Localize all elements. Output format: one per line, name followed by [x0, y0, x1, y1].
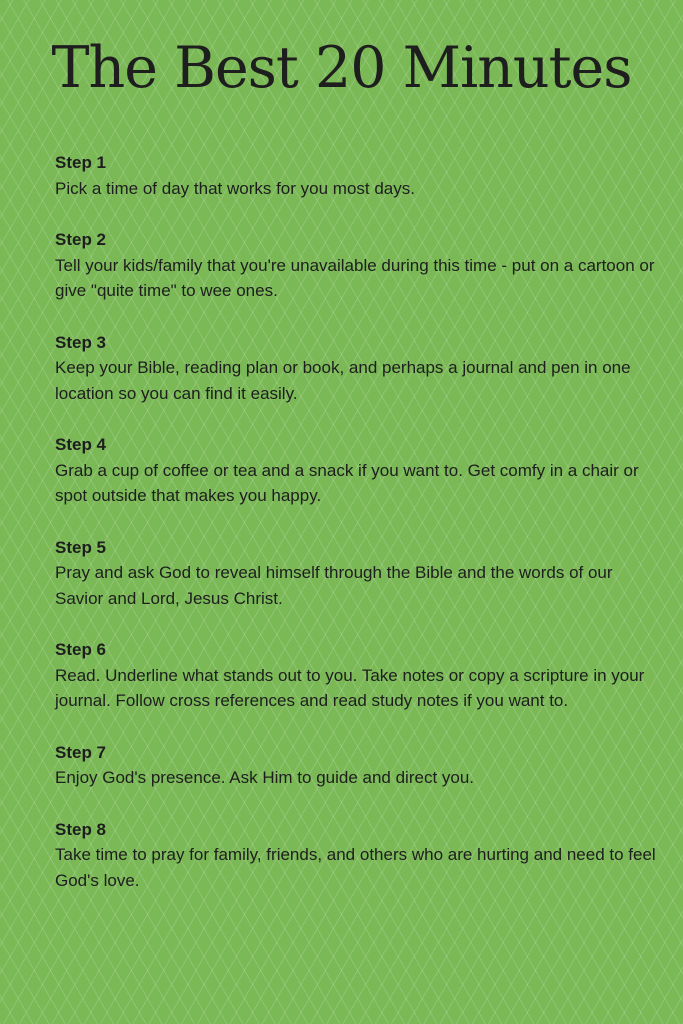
step-item — [55, 330, 665, 407]
step-item — [55, 637, 665, 714]
page-title: The Best 20 Minutes — [51, 35, 632, 101]
step-item — [55, 817, 665, 894]
step-label: Step 8 — [55, 819, 107, 839]
steps-list — [55, 150, 665, 919]
step-text: Tell your kids/family that you're unavailable during this time - put on a cartoon or give "quite time" to wee ones. — [55, 255, 655, 300]
step-label: Step 6 — [55, 640, 107, 659]
step-text: Keep your Bible, reading plan or book, and perhaps a journal and pen in one location so you can find it easily. — [55, 358, 631, 403]
step-item — [55, 535, 665, 612]
step-label: Step 3 — [55, 332, 107, 352]
step-item — [55, 150, 665, 201]
step-label: Step 7 — [55, 742, 107, 762]
step-text: Take time to pray for family, friends, and others who are hurting and need to feel God's love. — [55, 845, 656, 890]
step-text: Enjoy God's presence. Ask Him to guide and direct you. — [55, 768, 475, 787]
step-text: Read. Underline what stands out to you. Take notes or copy a scripture in your journal. Follow cross references and read study notes if you want to. — [55, 665, 645, 710]
step-text: Pick a time of day that works for you most days. — [55, 178, 415, 198]
step-label: Step 4 — [55, 435, 107, 454]
step-label: Step 1 — [55, 153, 107, 172]
step-item — [55, 432, 665, 509]
step-label: Step 5 — [55, 537, 107, 557]
step-text: Pray and ask God to reveal himself through the Bible and the words of our Savior and Lord, Jesus Christ. — [55, 563, 613, 608]
step-label: Step 2 — [55, 230, 107, 249]
step-item — [55, 227, 665, 304]
step-item — [55, 740, 665, 791]
step-text: Grab a cup of coffee or tea and a snack if you want to. Get comfy in a chair or spot outside that makes you happy. — [55, 460, 639, 505]
